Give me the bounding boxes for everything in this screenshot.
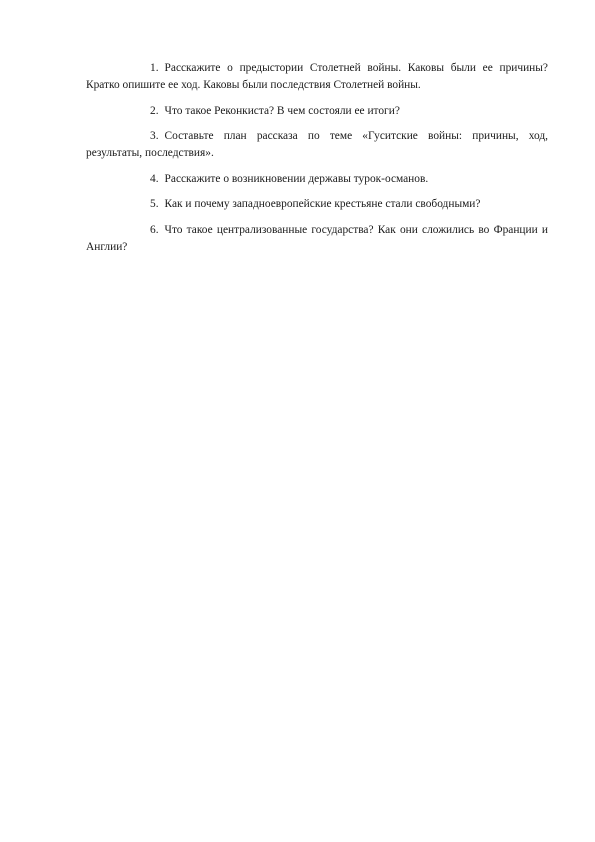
question-number: 5. [150, 198, 159, 210]
question-number: 6. [150, 223, 159, 236]
question-item-1 [86, 60, 548, 94]
question-text: Как и почему западноевропейские крестьяне стали свободными? [164, 198, 481, 210]
question-number: 4. [150, 172, 159, 185]
question-number: 3. [150, 130, 159, 142]
question-item-3 [86, 128, 548, 162]
question-text: Составьте план рассказа по теме «Гуситские войны: причины, ход, результаты, последствия». [86, 130, 548, 159]
question-item-5 [86, 196, 548, 213]
question-list [86, 60, 548, 264]
question-item-6 [86, 222, 548, 256]
question-text: Что такое централизованные государства? Как они сложились во Франции и Англии? [86, 223, 548, 253]
question-item-4 [86, 171, 548, 188]
question-number: 1. [150, 62, 159, 74]
question-text: Что такое Реконкиста? В чем состояли ее итоги? [164, 104, 400, 117]
question-item-2 [86, 103, 548, 120]
question-number: 2. [150, 104, 159, 117]
question-text: Расскажите о предыстории Столетней войны. Каковы были ее причины? Кратко опишите ее ход. Каковы были последствия Столетней войны. [86, 62, 548, 91]
question-text: Расскажите о возникновении державы турок-османов. [164, 172, 429, 185]
